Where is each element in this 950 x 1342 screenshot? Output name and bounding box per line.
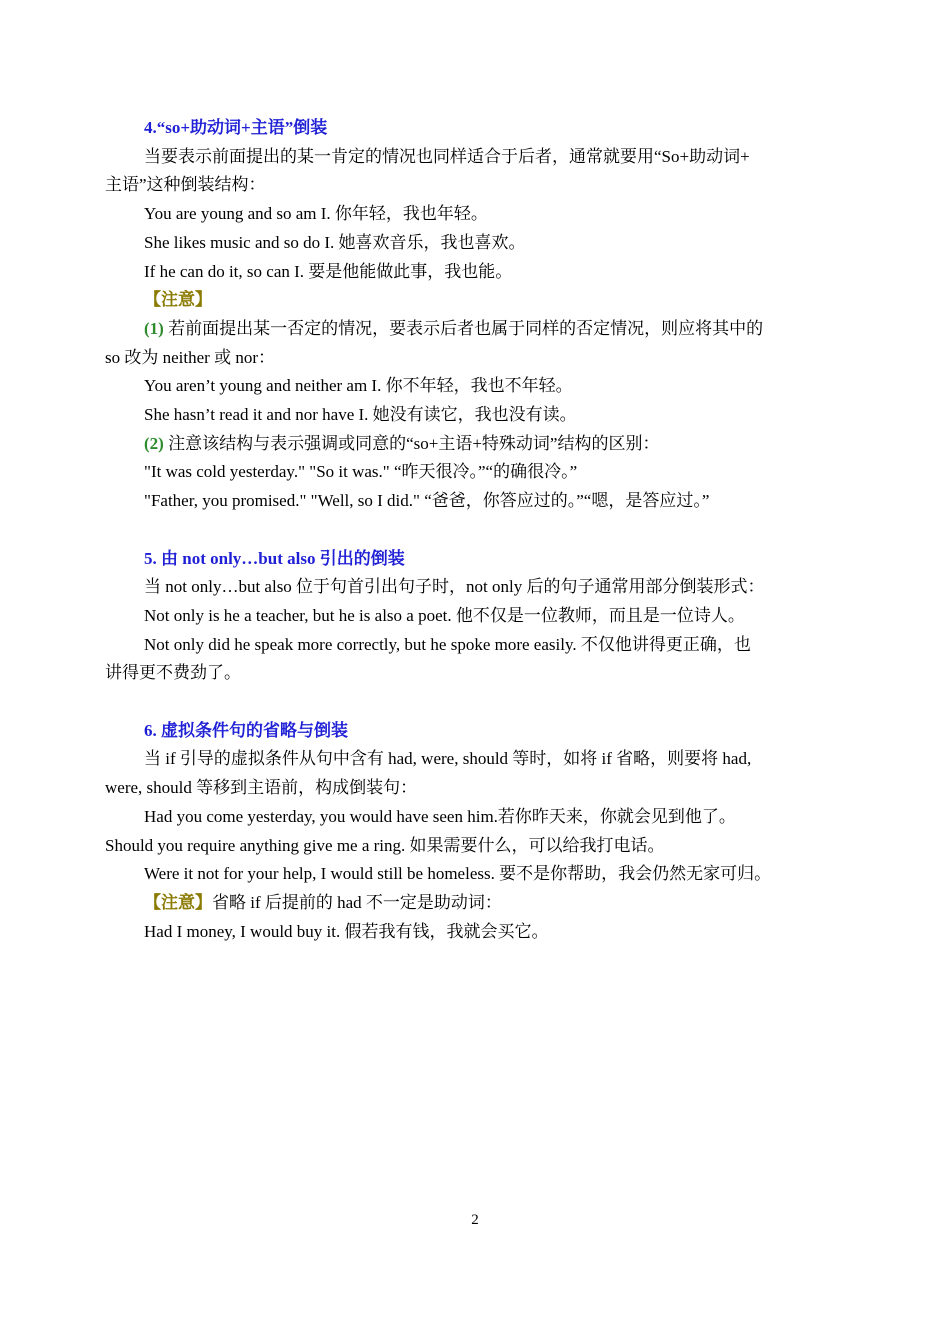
- point-1-number: (1): [144, 318, 164, 338]
- section-6-note-line: [105, 889, 850, 918]
- section-6-intro-line-2: were, should 等移到主语前，构成倒装句：: [105, 778, 418, 798]
- point-2-text: 注意该结构与表示强调或同意的“so+主语+特殊动词”结构的区别：: [168, 433, 660, 453]
- section-5-example-1: Not only is he a teacher, but he is also a poet. 他不仅是一位教师，而且是一位诗人。: [144, 605, 745, 625]
- section-4-note-label: 【注意】: [144, 290, 212, 310]
- section-5-intro: 当 not only…but also 位于句首引出句子时，not only 后的句子通常用部分倒装形式：: [144, 577, 765, 597]
- section-6-note-text: 省略 if 后提前的 had 不一定是助动词：: [212, 892, 502, 912]
- section-4-title: 4.“so+助动词+主语”倒装: [144, 118, 328, 137]
- page-number: 2: [471, 1212, 479, 1228]
- section-6-note-example: Had I money, I would buy it. 假若我有钱，我就会买它。: [144, 921, 549, 941]
- section-spacer: [105, 688, 850, 717]
- section-6-example-3: Were it not for your help, I would still be homeless. 要不是你帮助，我会仍然无家可归。: [144, 864, 772, 884]
- section-6-intro-line-1: 当 if 引导的虚拟条件从句中含有 had, were, should 等时，如将 if 省略，则要将 had,: [144, 749, 752, 769]
- section-4-example-3: If he can do it, so can I. 要是他能做此事，我也能。: [144, 261, 513, 281]
- section-5-example-2-line-1: Not only did he speak more correctly, but he spoke more easily. 不仅他讲得更正确，也: [144, 634, 751, 654]
- section-4-point-1-example-2: She hasn’t read it and nor have I. 她没有读它，我也没有读。: [144, 405, 577, 425]
- section-6-example-1: Had you come yesterday, you would have seen him.若你昨天来，你就会见到他了。: [144, 806, 736, 826]
- section-4-point-2-line: [105, 430, 850, 459]
- section-4-point-1-example-1: You aren’t young and neither am I. 你不年轻，我也不年轻。: [144, 376, 573, 396]
- section-4-example-1: You are young and so am I. 你年轻，我也年轻。: [144, 204, 488, 224]
- section-6-example-2: Should you require anything give me a ring. 如果需要什么，可以给我打电话。: [105, 835, 665, 855]
- point-2-number: (2): [144, 433, 164, 453]
- section-5-example-2-line-2: 讲得更不费劲了。: [105, 663, 241, 683]
- section-4-point-2-example-2: "Father, you promised." "Well, so I did." “爸爸，你答应过的。”“嗯，是答应过。”: [144, 491, 710, 511]
- section-5-title: 5. 由 not only…but also 引出的倒装: [144, 548, 405, 568]
- section-4-example-2: She likes music and so do I. 她喜欢音乐，我也喜欢。: [144, 232, 526, 252]
- section-4-intro-line-2: 主语”这种倒装结构：: [105, 175, 266, 195]
- section-6-title: 6. 虚拟条件句的省略与倒装: [144, 720, 348, 740]
- section-6-note-label: 【注意】: [144, 892, 212, 912]
- section-4-point-2-example-1: "It was cold yesterday." "So it was." “昨天很冷。”“的确很冷。”: [144, 462, 578, 482]
- section-4-point-1-line-1: [105, 315, 850, 344]
- document-page: [105, 114, 850, 946]
- section-spacer: [105, 516, 850, 545]
- point-1-text: 若前面提出某一否定的情况，要表示后者也属于同样的否定情况，则应将其中的: [168, 318, 764, 338]
- section-4-intro-line-1: 当要表示前面提出的某一肯定的情况也同样适合于后者，通常就要用“So+助动词+: [144, 146, 750, 166]
- section-4-point-1-line-2: so 改为 neither 或 nor：: [105, 347, 275, 367]
